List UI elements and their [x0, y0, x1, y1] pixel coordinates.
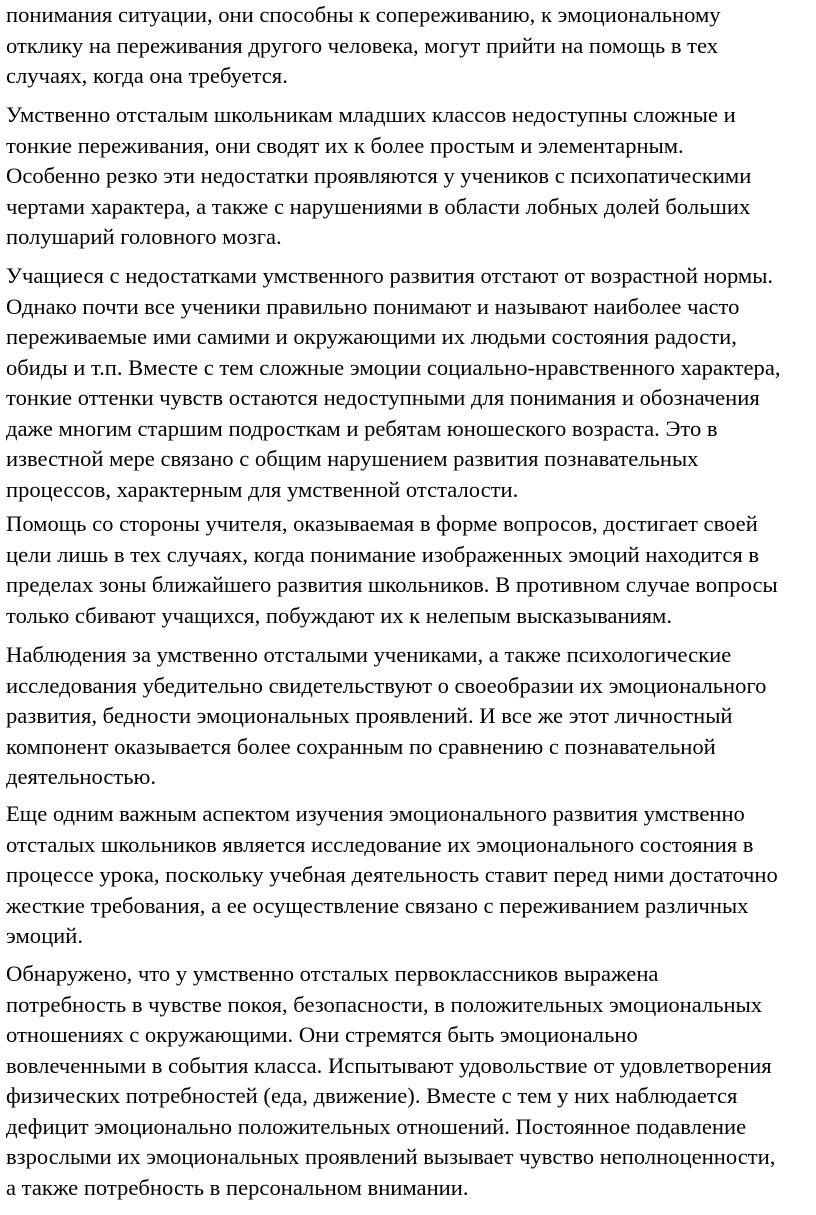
paragraph-1: понимания ситуации, они способны к сопереживанию, к эмоциональному отклику на переживания другого человека, могут прийти на помощь в тех случаях, когда она требуется. [6, 2, 721, 88]
paragraph-4: Помощь со стороны учителя, оказываемая в форме вопросов, достигает своей цели лишь в тех случаях, когда понимание изображенных эмоций находится в пределах зоны ближайшего развития школьников. В противном случае вопросы только сбивают учащихся, побуждают их к нелепым высказываниям. [6, 511, 778, 628]
paragraph-3: Учащиеся с недостатками умственного развития отстают от возрастной нормы. Однако почти все ученики правильно понимают и называют наиболее часто переживаемые ими самими и окружающими их людьми состояния радости, обиды и т.п. Вместе с тем сложные эмоции социально-нравственного характера, тонкие оттенки чувств остаются недоступными для понимания и обозначения даже многим старшим подросткам и ребятам юношеского возраста. Это в известной мере связано с общим нарушением развития познавательных процессов, характерным для умственной отсталости. [6, 263, 781, 502]
paragraph-6: Еще одним важным аспектом изучения эмоционального развития умственно отсталых школьников является исследование их эмоционального состояния в процессе урока, поскольку учебная деятельность ставит перед ними достаточно жесткие требования, а ее осуществление связано с переживанием различных эмоций. [6, 801, 778, 948]
paragraph-5: Наблюдения за умственно отсталыми учениками, а также психологические исследования убедительно свидетельствуют о своеобразии их эмоционального развития, бедности эмоциональных проявлений. И все же этот личностный компонент оказывается более сохранным по сравнению с познавательной деятельностью. [6, 642, 767, 789]
paragraph-7: Обнаружено, что у умственно отсталых первоклассников выражена потребность в чувстве покоя, безопасности, в положительных эмоциональных отношениях с окружающими. Они стремятся быть эмоционально вовлеченными в события класса. Испытывают удовольствие от удовлетворения физических потребностей (еда, движение). Вместе с тем у них наблюдается дефицит эмоционально положительных отношений. Постоянное подавление взрослыми их эмоциональных проявлений вызывает чувство неполноценности, а также потребность в персональном внимании. [6, 961, 776, 1200]
paragraph-2: Умственно отсталым школьникам младших классов недоступны сложные и тонкие переживания, они сводят их к более простым и элементарным. Особенно резко эти недостатки проявляются у учеников с психопатическими чертами характера, а также с нарушениями в области лобных долей больших полушарий головного мозга. [6, 102, 752, 249]
